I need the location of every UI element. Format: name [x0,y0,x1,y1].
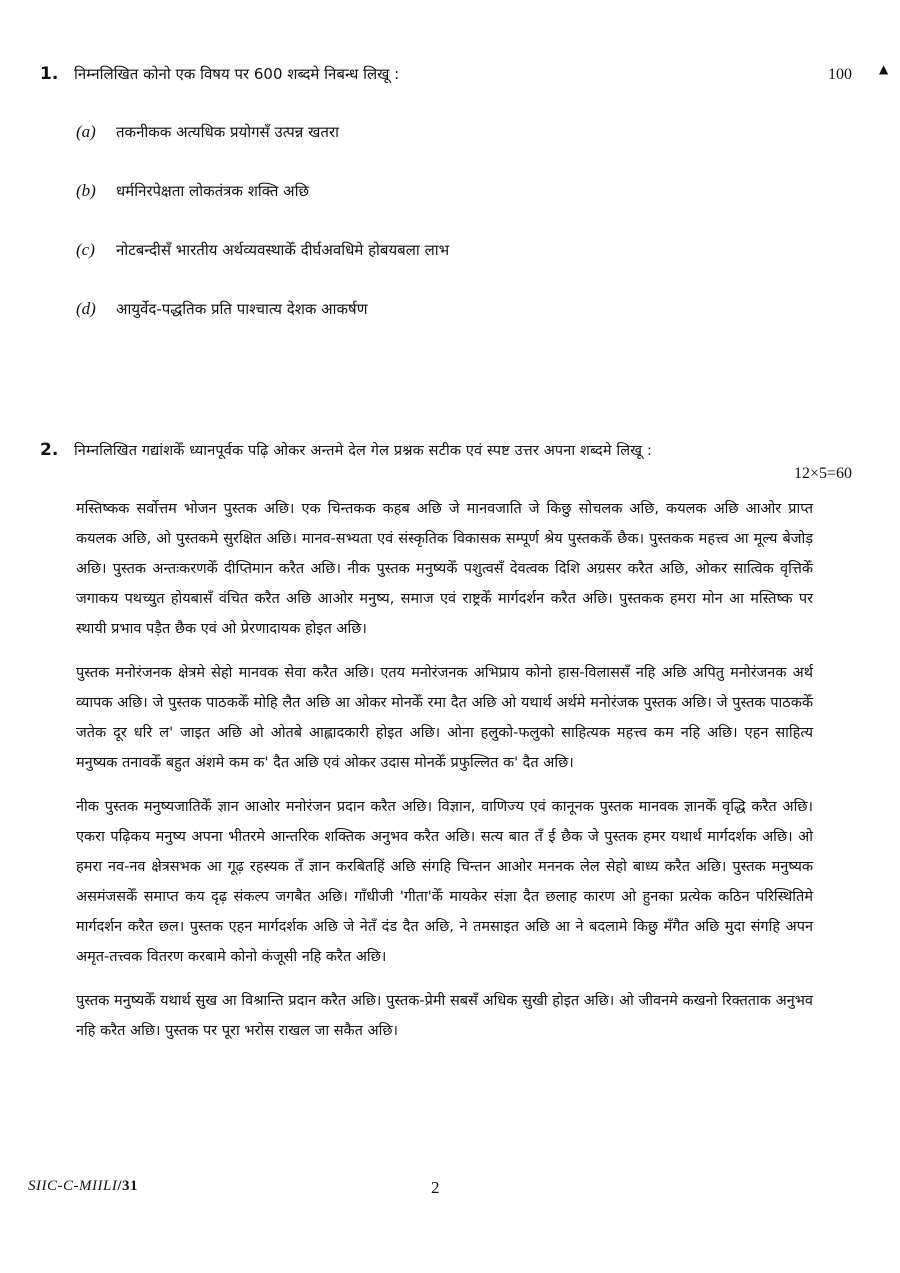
reading-passage [76,494,813,1060]
option-b [76,181,776,240]
question-1-prompt: निम्नलिखित कोनो एक विषय पर 600 शब्दमे निबन्ध लिखू : [74,65,400,83]
margin-mark-icon: ▲ [879,62,889,76]
question-2-marks: 12×5=60 [793,465,852,482]
question-1-marks: 100 [828,66,852,83]
option-d [76,299,776,358]
passage-paragraph: नीक पुस्तक मनुष्यजातिकेँ ज्ञान आओर मनोरंजन प्रदान करैत अछि। विज्ञान, वाणिज्य एवं कानूनक पुस्तक मानवक ज्ञानकेँ वृद्धि करैत अछि। एकरा पढ़िकय मनुष्य अपना भीतरमे आन्तरिक शक्तिक अनुभव करैत अछि। सत्य बात तँ ई छैक जे पुस्तक हमर यथार्थ मार्गदर्शक अछि। ओ हमरा नव-नव क्षेत्रसभक आ गूढ़ रहस्यक तँ ज्ञान करबितहिं अछि संगहि चिन्तन आओर मननक लेल सेहो बाध्य करैत अछि। पुस्तक मनुष्यक असमंजसकेँ समाप्त कय दृढ़ संकल्प जगबैत अछि। गाँधीजी 'गीता'केँ मायकेर संज्ञा दैत छलाह कारण ओ हुनका प्रत्येक कठिन परिस्थितिमे मार्गदर्शन करैत छल। पुस्तक एहन मार्गदर्शक अछि जे नेतँ दंड दैत अछि, ने तमसाइत अछि आ ने बदलामे किछु मँगैत अछि मुदा संगहि अपन अमृत-तत्त्वक वितरण करबामे कोनो कंजूसी नहि करैत अछि। [76,799,813,965]
option-label: (a) [76,122,96,141]
passage-paragraph: पुस्तक मनोरंजनक क्षेत्रमे सेहो मानवक सेवा करैत अछि। एतय मनोरंजनक अभिप्राय कोनो हास-विलाससँ नहि अछि अपितु मनोरंजनक अर्थ व्यापक अछि। जे पुस्तक पाठककेँ मोहि लैत अछि आ ओकर मोनकेँ रमा दैत अछि ओ यथार्थ अर्थमे मनोरंजक पुस्तक अछि। जे पुस्तक पाठककेँ जतेक दूर धरि ल' जाइत अछि ओ ओतबे आह्लादकारी होइत अछि। ओना हलुको-फलुको साहित्यक महत्त्व कम नहि अछि। एहन साहित्य मनुष्यक तनावकेँ बहुत अंशमे कम क' दैत अछि एवं ओकर उदास मोनकेँ प्रफुल्लित क' दैत अछि। [76,665,813,771]
option-a [76,122,776,181]
paper-code [28,1178,138,1195]
option-c [76,240,776,299]
question-2-prompt: निम्नलिखित गद्यांशकेँ ध्यानपूर्वक पढ़ि ओकर अन्तमे देल गेल प्रश्नक सटीक एवं स्पष्ट उत्तर अपना शब्दमे लिखू : [74,443,652,459]
paper-code-text: SIIC-C-MIILI [28,1178,118,1194]
option-text: धर्मनिरपेक्षता लोकतंत्रक शक्ति अछि [116,182,310,200]
option-label: (c) [76,240,95,259]
question-2 [40,440,852,490]
question-1 [40,64,852,94]
option-text: नोटबन्दीसँ भारतीय अर्थव्यवस्थाकेँ दीर्घअवधिमे होबयबला लाभ [116,241,450,259]
option-text: तकनीकक अत्यधिक प्रयोगसँ उत्पन्न खतरा [116,123,339,141]
paper-code-suffix: /31 [117,1178,138,1194]
option-label: (d) [76,299,96,318]
question-2-number: 2. [40,440,59,460]
option-text: आयुर्वेद-पद्धतिक प्रति पाश्चात्य देशक आकर्षण [116,300,368,318]
question-1-options [76,122,776,358]
question-1-number: 1. [40,64,59,84]
passage-paragraph: पुस्तक मनुष्यकेँ यथार्थ सुख आ विश्रान्ति प्रदान करैत अछि। पुस्तक-प्रेमी सबसँ अधिक सुखी होइत अछि। ओ जीवनमे कखनो रिक्तताक अनुभव नहि करैत अछि। पुस्तक पर पूरा भरोस राखल जा सकैत अछि। [76,993,813,1039]
page-number: 2 [431,1178,440,1197]
option-label: (b) [76,181,96,200]
passage-paragraph: मस्तिष्कक सर्वोत्तम भोजन पुस्तक अछि। एक चिन्तकक कहब अछि जे मानवजाति जे किछु सोचलक अछि, कयलक अछि आओर प्राप्त कयलक अछि, ओ पुस्तकमे सुरक्षित अछि। मानव-सभ्यता एवं संस्कृतिक विकासक सम्पूर्ण श्रेय पुस्तककेँ छैक। पुस्तकक महत्त्व आ मूल्य बेजोड़ अछि। पुस्तक अन्तःकरणकेँ दीप्तिमान करैत अछि। नीक पुस्तक मनुष्यकेँ पशुत्वसँ देवत्वक दिशि अग्रसर करैत अछि, ओकर सात्विक वृत्तिकेँ जगाकय पथच्युत होयबासँ वंचित करैत अछि आओर मनुष्य, समाज एवं राष्ट्रकेँ मार्गदर्शन करैत अछि। पुस्तकक हमरा मोन आ मस्तिष्क पर स्थायी प्रभाव पड़ैत छैक एवं ओ प्रेरणादायक होइत अछि। [76,501,813,637]
